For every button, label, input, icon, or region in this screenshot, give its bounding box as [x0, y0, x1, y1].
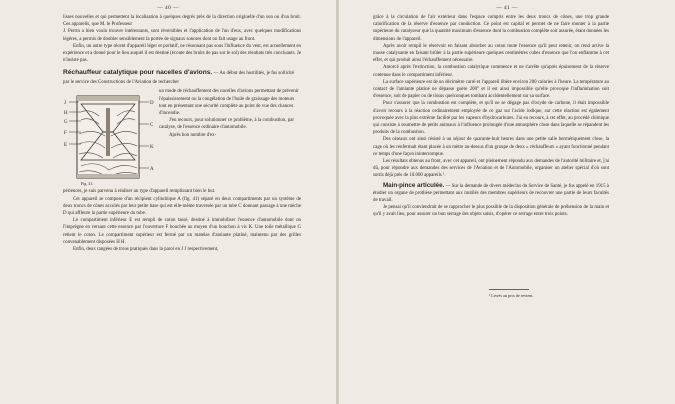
paragraph: Après bon nombre d'ex- — [169, 132, 217, 138]
figure-label: E — [64, 143, 68, 149]
figure-label: D — [150, 101, 154, 107]
section-heading-title: Réchauffeur catalytique pour nacelles d'avions. — [63, 69, 213, 77]
section-paragraph — [373, 182, 609, 205]
paragraph: Amorcé après l'extinction, la combustion catalytique commence et ne s'arrête qu'après épuisement de la réserve contenue dans le compartiment inférieur. — [373, 65, 609, 78]
section-heading-title: Main-pince articulée. — [383, 181, 445, 189]
figure-side-text — [159, 88, 301, 138]
heater-base — [77, 174, 139, 178]
paragraph: périences, je suis parvenu à réaliser un type d'appareil remplissant bien le but. — [63, 189, 216, 195]
left-text-column — [63, 14, 301, 253]
paragraph: un mode de réchauffement des nacelles d'avions permettant de prévenir l'épaississement ou la congélation de l'huile de graissage des moteurs tout en présentant une sécurité complète au point de vue des chances d'incendie. — [159, 89, 299, 117]
paragraph: Des oiseaux ont ainsi résisté à un séjour de quarante-huit heures dans une petite salle hermétiquement close, la cage où les renfermait étant placée à un mètre au-dessus d'un groupe de deux « réchauffeurs » ayant fonctionné pendant ce temps d'une façon ininterrompue. — [373, 137, 609, 157]
footnote-rule — [489, 289, 529, 290]
paragraph: J'en recours, pour solutionner ce problème, à la combustion, par catalyse, de l'essence ordinaire d'automobile. — [159, 118, 295, 131]
paragraph: Je pensai qu'il conviendrait de se rapprocher le plus possible de la disposition générale de préhension de la main et qu'il y avait lieu, pour assurer un bon serrage des objets saisis, d'opérer ce serrage entre trois points. — [373, 205, 609, 218]
figure-block — [63, 88, 301, 188]
section-heading — [63, 69, 301, 87]
figure-label: J — [64, 101, 66, 107]
paragraph: Le compartiment inférieur E est rempli de coton tassé, destiné à immobiliser l'essence d'automobile dont on l'imprègne en versant cette essence par l'ouverture F bouchée au moyen d'un bouchon à vis K. Une toile métallique G retient le coton. Le compartiment supérieur est fermé par un matelas d'amiante platiné, maintenu par des grilles convenablement disposées H H. — [63, 218, 301, 245]
catalytic-heater-figure — [63, 88, 155, 186]
figure-label: H — [64, 111, 68, 117]
page-number: — 40 — — [157, 5, 179, 11]
paragraph: J. Perrin a bien voulu trouver intéressants, sont réversibles et l'application de l'un d'eux, avec quelques modifications légères, a permis de doubler sensiblement la portée de signaux sonores dont on fait usage au front. — [63, 29, 301, 42]
left-page — [0, 0, 336, 404]
page-number: — 41 — — [496, 5, 518, 11]
paragraph: Pour s'assurer que la combustion est complète, et qu'il ne se dégage pas d'oxyde de carbone, il était impossible d'avoir recours à la réaction ordinairement employée de ce gaz sur l'acide iodique, sur cette réaction est également provoquée avec la plus extrême facilité par les vapeurs d'hydrocarbures. J'ai eu recours, à cet effet, au procédé chimique qui consiste à soumettre de petits animaux à l'influence prolongée d'une atmosphère close dans laquelle se répandent les produits de la combustion. — [373, 101, 609, 136]
section-heading-tail: — Sur la demande de divers médecins du Service de Santé, je fus appelé en 1915 à étudier un organe de prothèse permettant aux mutilés des membres supérieurs de recouvrer une partie de leurs facultés de travail. — [373, 183, 609, 204]
figure-label: K — [150, 145, 154, 151]
paragraph: grâce à la circulation de l'air extérieur dans l'espace compris entre les deux troncs de cônes, une trop grande calorification de la réserve d'essence par conduction. Ce point est capital et permet de ne faire monter à la partie supérieure du catalyseur que la quantité maximum d'essence dont la combustion complète soit assurée, étant données les dimensions de l'appareil. — [373, 15, 609, 42]
central-tube — [106, 108, 110, 156]
figure-label: C — [150, 123, 154, 129]
footnote: ¹ Livrés au prix de revient. — [489, 293, 534, 298]
paragraph: Après avoir rempli le réservoir en faisant absorber au coton toute l'essence qu'il peut retenir, on rend active la masse catalysante en faisant brûler à la partie supérieure quelques centimètres cubes d'essence que l'on enflamme à cet effet, et qui produit ainsi l'échauffement nécessaire. — [373, 43, 609, 64]
paragraph: Enfin, deux rangées de trous pratiqués dans la paroi en J J respectivement, — [73, 247, 219, 253]
figure-label: G — [64, 120, 68, 126]
paragraph: lisses nouvelles et qui permettent la localisation à quelques degrés près de la direction originelle d'un son ou d'un bruit. Ces appareils, que M. le Professeur — [63, 15, 301, 28]
figure-label: F — [64, 131, 67, 137]
figure-label: A — [150, 167, 154, 173]
right-text-column — [373, 14, 609, 219]
figure-caption: Fig. 41. — [81, 181, 94, 187]
right-page — [339, 0, 675, 404]
paragraph: Les résultats obtenus au front, avec cet appareil, ont pleinement répondu aux demandes de l'autorité militaire et, j'ai dû, pour répondre aux demandes des services de l'Aviation et de l'Automobile, organiser un atelier spécial d'où sont sortis déjà près de 10.000 appareils ¹. — [373, 159, 609, 179]
paragraph: Enfin, un autre type récent d'appareil léger et portatif, ne résonnant pas sous l'influence du vent, est actuellement en expérience et a donné pour le lieu auquel il est destiné (écoute des bruits de pas sur le sol) des résultats très concluants. Je n'insiste pas. — [63, 43, 301, 64]
section-heading-tail: — Au début des hostilités, je fus sollicité par le service des Constructions de l'Aviation de rechercher — [63, 71, 294, 86]
heater-top-grid — [77, 96, 139, 101]
paragraph: La surface supérieure est de un décimètre carré et l'appareil libère environ 200 calories à l'heure. La température au contact de l'amiante platiné ne dépasse guère 200° et il est ainsi impossible qu'elle provoque l'inflammation soit d'essence, soit de papier ou de tissus quelconques tombant accidentellement sur sa surface. — [373, 79, 609, 100]
paragraph: Cet appareil se compose d'un récipient cylindrique A (fig. 41) séparé en deux compartiments par un système de deux troncs de cônes accolés par leur petite base qui est elle-même traversée par un tube C donnant passage à une mèche D qui affleure la partie supérieure du tube. — [63, 196, 301, 217]
